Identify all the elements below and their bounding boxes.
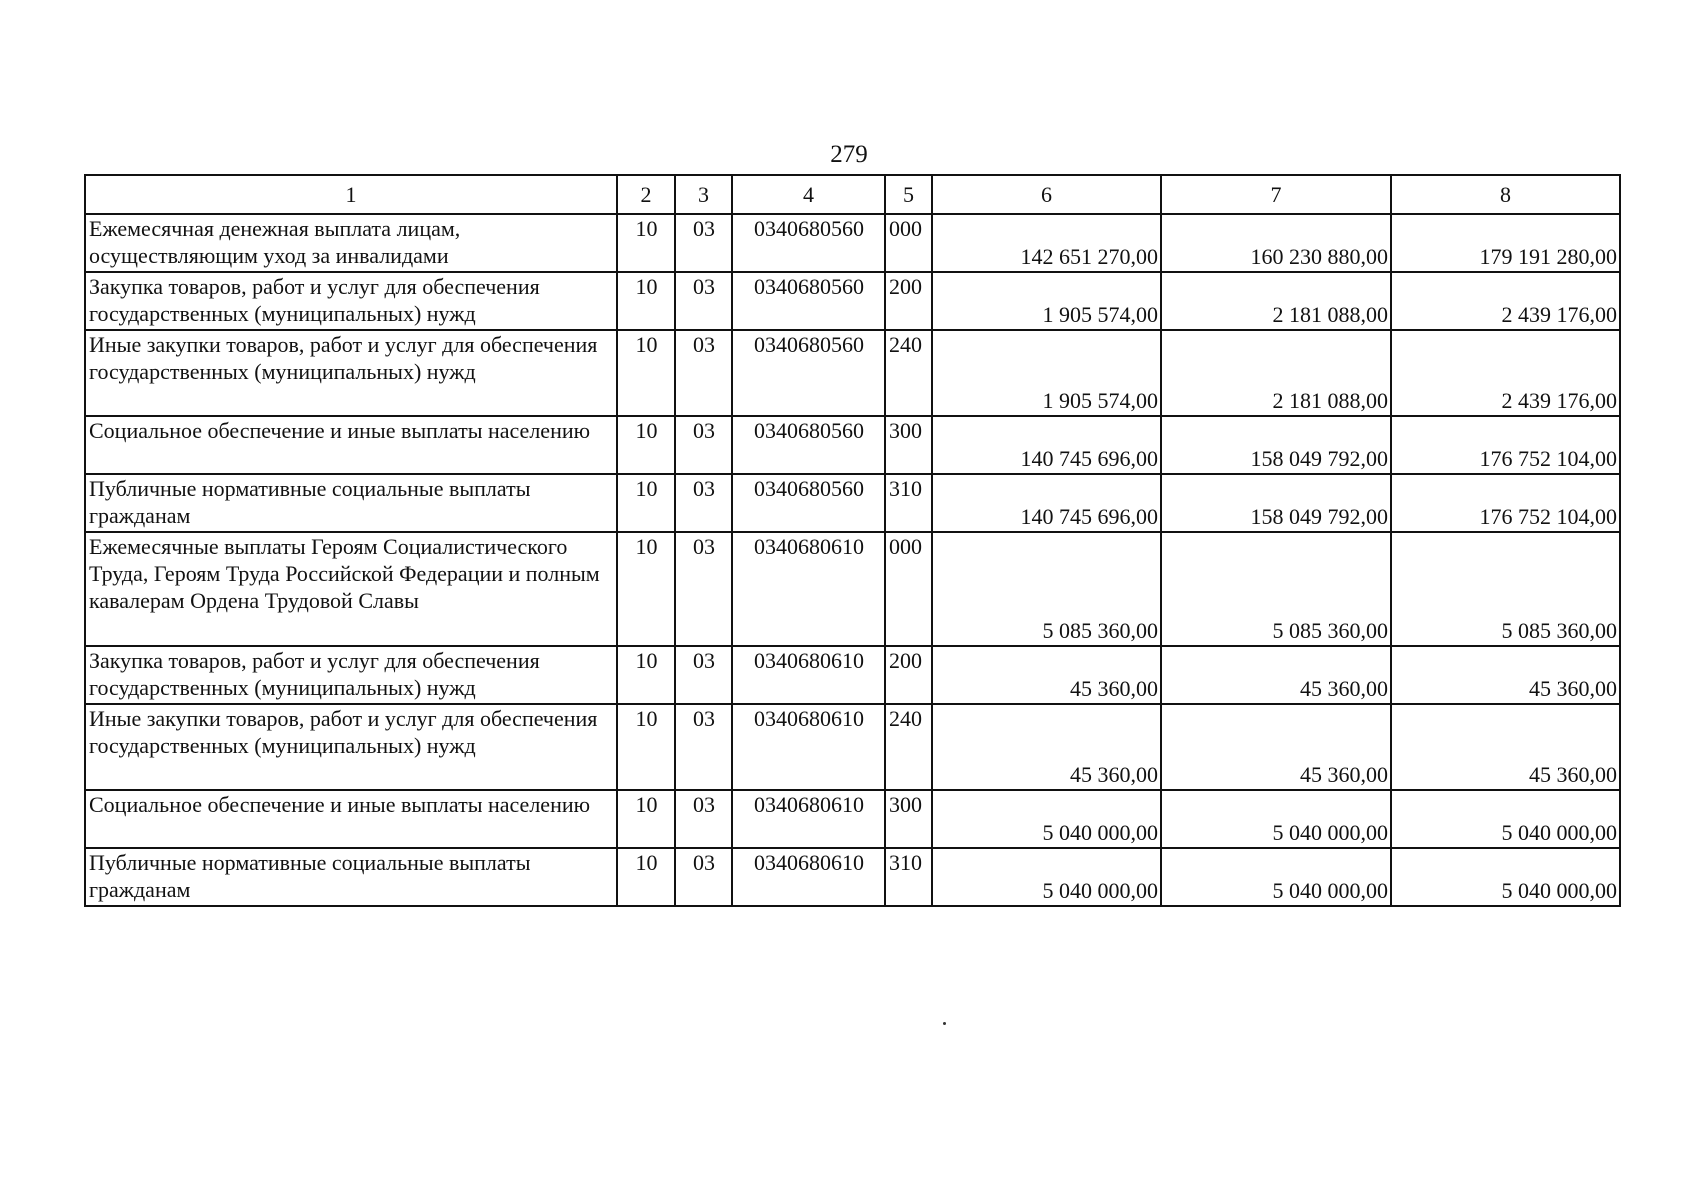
razdel-cell: 10 (617, 790, 675, 848)
table-row (85, 704, 1620, 790)
row-name-cell: Социальное обеспечение и иные выплаты населению (85, 416, 617, 474)
amount-cell: 160 230 880,00 (1161, 214, 1391, 272)
amount-cell: 45 360,00 (932, 704, 1161, 790)
podrazdel-cell: 03 (675, 646, 732, 704)
amount-cell: 5 040 000,00 (1391, 848, 1620, 906)
expense-type-cell: 300 (885, 416, 932, 474)
target-article-cell: 0340680610 (732, 790, 885, 848)
expense-type-cell: 310 (885, 848, 932, 906)
podrazdel-cell: 03 (675, 272, 732, 330)
amount-cell: 2 439 176,00 (1391, 330, 1620, 416)
table-row (85, 646, 1620, 704)
expense-type-cell: 310 (885, 474, 932, 532)
expense-type-cell: 240 (885, 330, 932, 416)
row-name-cell: Ежемесячная денежная выплата лицам, осуществляющим уход за инвалидами (85, 214, 617, 272)
amount-cell: 5 040 000,00 (1161, 848, 1391, 906)
table-row (85, 532, 1620, 646)
column-header: 1 (85, 175, 617, 214)
amount-cell: 2 439 176,00 (1391, 272, 1620, 330)
page-number: 279 (830, 141, 868, 168)
amount-cell: 5 085 360,00 (1391, 532, 1620, 646)
amount-cell: 158 049 792,00 (1161, 416, 1391, 474)
amount-cell: 5 040 000,00 (1391, 790, 1620, 848)
amount-cell: 2 181 088,00 (1161, 330, 1391, 416)
column-header: 6 (932, 175, 1161, 214)
amount-cell: 45 360,00 (1391, 646, 1620, 704)
podrazdel-cell: 03 (675, 330, 732, 416)
razdel-cell: 10 (617, 272, 675, 330)
razdel-cell: 10 (617, 474, 675, 532)
razdel-cell: 10 (617, 416, 675, 474)
amount-cell: 1 905 574,00 (932, 272, 1161, 330)
row-name-cell: Иные закупки товаров, работ и услуг для обеспечения государственных (муниципальных) нужд (85, 704, 617, 790)
target-article-cell: 0340680610 (732, 532, 885, 646)
column-header: 7 (1161, 175, 1391, 214)
column-number-header-row (85, 175, 1620, 214)
expense-type-cell: 240 (885, 704, 932, 790)
target-article-cell: 0340680560 (732, 474, 885, 532)
podrazdel-cell: 03 (675, 214, 732, 272)
amount-cell: 5 085 360,00 (1161, 532, 1391, 646)
podrazdel-cell: 03 (675, 474, 732, 532)
table-row (85, 214, 1620, 272)
expense-type-cell: 000 (885, 214, 932, 272)
table-row (85, 330, 1620, 416)
amount-cell: 2 181 088,00 (1161, 272, 1391, 330)
amount-cell: 142 651 270,00 (932, 214, 1161, 272)
target-article-cell: 0340680560 (732, 330, 885, 416)
target-article-cell: 0340680610 (732, 848, 885, 906)
razdel-cell: 10 (617, 848, 675, 906)
amount-cell: 45 360,00 (1161, 704, 1391, 790)
column-header: 2 (617, 175, 675, 214)
podrazdel-cell: 03 (675, 704, 732, 790)
amount-cell: 45 360,00 (932, 646, 1161, 704)
amount-cell: 158 049 792,00 (1161, 474, 1391, 532)
podrazdel-cell: 03 (675, 416, 732, 474)
target-article-cell: 0340680560 (732, 272, 885, 330)
amount-cell: 179 191 280,00 (1391, 214, 1620, 272)
table-row (85, 272, 1620, 330)
amount-cell: 5 085 360,00 (932, 532, 1161, 646)
amount-cell: 45 360,00 (1391, 704, 1620, 790)
amount-cell: 5 040 000,00 (932, 790, 1161, 848)
expense-type-cell: 200 (885, 272, 932, 330)
target-article-cell: 0340680610 (732, 646, 885, 704)
target-article-cell: 0340680560 (732, 214, 885, 272)
amount-cell: 5 040 000,00 (932, 848, 1161, 906)
column-header: 5 (885, 175, 932, 214)
table-row (85, 416, 1620, 474)
row-name-cell: Публичные нормативные социальные выплаты гражданам (85, 848, 617, 906)
scan-speck (943, 1022, 946, 1025)
row-name-cell: Публичные нормативные социальные выплаты гражданам (85, 474, 617, 532)
expense-type-cell: 000 (885, 532, 932, 646)
budget-table (84, 174, 1621, 907)
podrazdel-cell: 03 (675, 848, 732, 906)
table-row (85, 790, 1620, 848)
row-name-cell: Закупка товаров, работ и услуг для обеспечения государственных (муниципальных) нужд (85, 646, 617, 704)
table-row (85, 474, 1620, 532)
razdel-cell: 10 (617, 646, 675, 704)
razdel-cell: 10 (617, 330, 675, 416)
amount-cell: 1 905 574,00 (932, 330, 1161, 416)
razdel-cell: 10 (617, 532, 675, 646)
column-header: 4 (732, 175, 885, 214)
podrazdel-cell: 03 (675, 790, 732, 848)
razdel-cell: 10 (617, 214, 675, 272)
table-row (85, 848, 1620, 906)
podrazdel-cell: 03 (675, 532, 732, 646)
row-name-cell: Иные закупки товаров, работ и услуг для обеспечения государственных (муниципальных) нужд (85, 330, 617, 416)
expense-type-cell: 300 (885, 790, 932, 848)
row-name-cell: Социальное обеспечение и иные выплаты населению (85, 790, 617, 848)
row-name-cell: Закупка товаров, работ и услуг для обеспечения государственных (муниципальных) нужд (85, 272, 617, 330)
amount-cell: 140 745 696,00 (932, 416, 1161, 474)
column-header: 3 (675, 175, 732, 214)
amount-cell: 5 040 000,00 (1161, 790, 1391, 848)
row-name-cell: Ежемесячные выплаты Героям Социалистического Труда, Героям Труда Российской Федерации и полным кавалерам Ордена Трудовой Славы (85, 532, 617, 646)
razdel-cell: 10 (617, 704, 675, 790)
target-article-cell: 0340680560 (732, 416, 885, 474)
amount-cell: 140 745 696,00 (932, 474, 1161, 532)
expense-type-cell: 200 (885, 646, 932, 704)
amount-cell: 176 752 104,00 (1391, 474, 1620, 532)
target-article-cell: 0340680610 (732, 704, 885, 790)
column-header: 8 (1391, 175, 1620, 214)
amount-cell: 176 752 104,00 (1391, 416, 1620, 474)
amount-cell: 45 360,00 (1161, 646, 1391, 704)
